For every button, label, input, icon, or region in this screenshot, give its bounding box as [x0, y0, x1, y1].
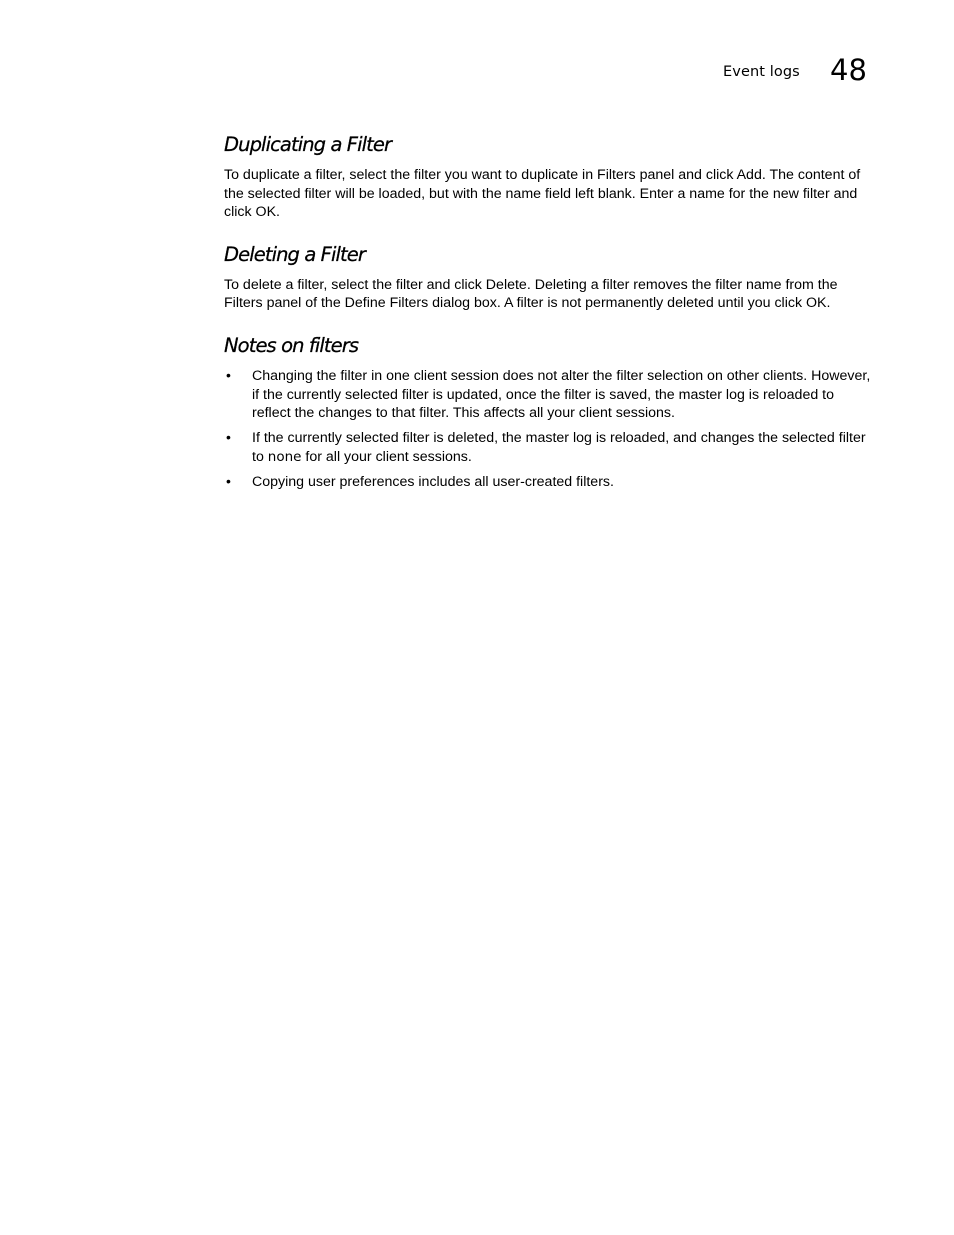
list-item-text-before: If the currently selected filter is deleted, the master log is reloaded, and changes the selected filter to: [252, 430, 866, 465]
running-header-title: Event logs: [723, 64, 800, 80]
section-heading: Notes on filters: [224, 333, 359, 357]
keyword-none: none: [267, 448, 302, 465]
bullet-icon: •: [226, 429, 231, 446]
list-item: [224, 367, 874, 423]
list-item: [224, 429, 874, 466]
list-item: [224, 473, 874, 492]
section-paragraph: To duplicate a filter, select the filter you want to duplicate in Filters panel and click Add. The content of the selected filter will be loaded, but with the name field left blank. Enter a name for the new filter and click OK.: [224, 167, 861, 221]
list-item-text: Copying user preferences includes all user-created filters.: [252, 473, 614, 490]
bullet-icon: •: [226, 472, 231, 489]
list-item-text-after: for all your client sessions.: [301, 448, 472, 465]
list-item-text: Changing the filter in one client session does not alter the filter selection on other clients. However, if the currently selected filter is updated, once the filter is saved, the master log is reloaded to reflect the changes to that filter. This affects all your client sessions.: [252, 367, 871, 422]
section-heading: Deleting a Filter: [224, 242, 365, 266]
chapter-number: 48: [830, 53, 867, 87]
section-deleting-filter: [224, 240, 874, 313]
section-notes-on-filters: [224, 331, 874, 491]
section-heading: Duplicating a Filter: [224, 133, 392, 156]
section-paragraph: To delete a filter, select the filter and click Delete. Deleting a filter removes the filter name from the Filters panel of the Define Filters dialog box. A filter is not permanently deleted until you click OK.: [224, 276, 838, 312]
page-content: [224, 130, 874, 498]
bullet-list: [224, 367, 874, 491]
bullet-icon: •: [226, 366, 231, 383]
section-duplicating-filter: [224, 130, 874, 222]
